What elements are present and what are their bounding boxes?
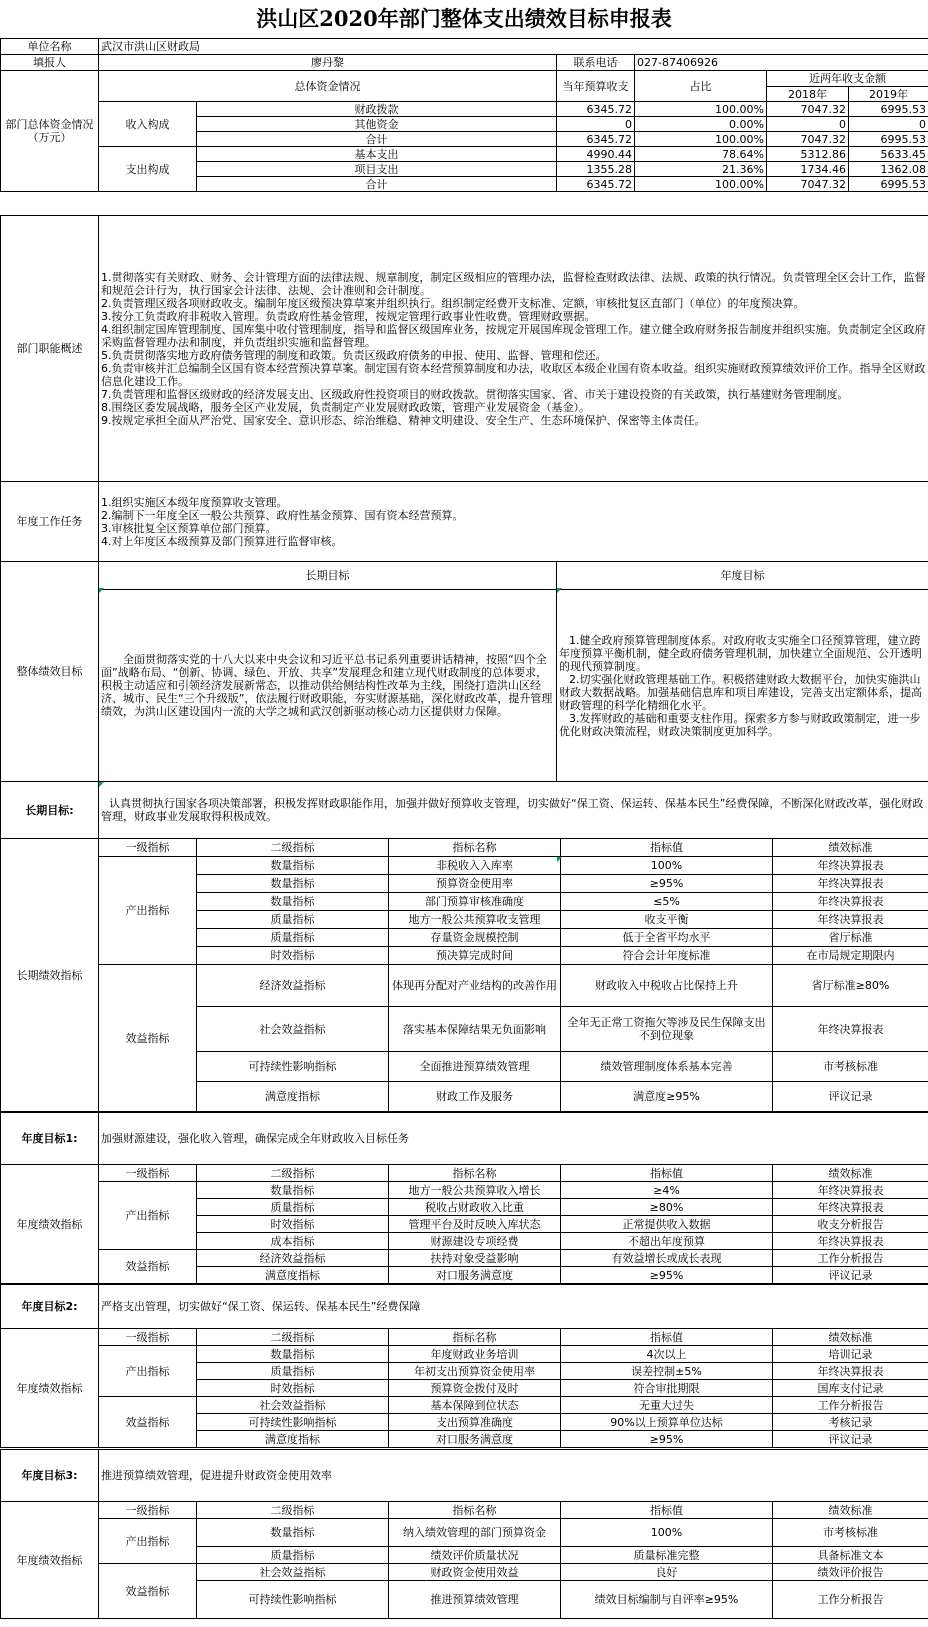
value-cell: 误差控制±5% xyxy=(561,1363,773,1380)
l2-cell: 质量指标 xyxy=(197,1547,389,1564)
value-cell: 收支平衡 xyxy=(561,911,773,929)
description-table xyxy=(0,215,928,839)
funds-header-recent: 近两年收支金额 xyxy=(767,71,928,87)
duty-item: 4.组织制定国库管理制度、国库集中收付管理制度，指导和监督区级国库业务，按规定开展国库现金管理工作。建立健全政府财务报告制度并组织实施。负责制定全区政府采购监督管理办法和制度，并负责组织实施和监督管理。 xyxy=(101,322,926,349)
name-cell: 纳入绩效管理的部门预算资金 xyxy=(389,1519,561,1547)
long-goal-header: 长期目标 xyxy=(99,562,557,590)
std-cell: 年终决算报表 xyxy=(773,857,928,875)
expense-2018: 5312.86 xyxy=(767,147,849,162)
std-cell: 省厅标准≥80% xyxy=(773,965,928,1007)
year2-ind-label: 年度绩效指标 xyxy=(1,1329,99,1448)
std-cell: 省厅标准 xyxy=(773,929,928,947)
income-2018: 7047.32 xyxy=(767,132,849,147)
benefit-label: 效益指标 xyxy=(99,1250,197,1284)
col-name: 指标名称 xyxy=(389,839,561,857)
duty-item: 1.贯彻落实有关财政、财务、会计管理方面的法律法规、规章制度，制定区级相应的管理办法，监督检查财政法律、法规、政策的执行情况。负责管理全区会计工作，监督和规范会计行为，执行国家会计法律、法规、会计准则和会计制度。 xyxy=(101,270,926,297)
col-l2: 二级指标 xyxy=(197,1502,389,1519)
value-cell: ≥95% xyxy=(561,875,773,893)
duty-item: 6.负责审核并汇总编制全区国有资本经营预决算草案。制定国有资本经营预算制度和办法，收取区本级企业国有资本收益。组织实施财政预算绩效评价工作。指导全区财政信息化建设工作。 xyxy=(101,361,926,388)
l2-cell: 可持续性影响指标 xyxy=(197,1414,389,1431)
l2-cell: 质量指标 xyxy=(197,1363,389,1380)
l2-cell: 数量指标 xyxy=(197,893,389,911)
col-l2: 二级指标 xyxy=(197,839,389,857)
value-cell: 有效益增长或成长表现 xyxy=(561,1250,773,1267)
year2-table xyxy=(0,1284,928,1448)
filler-label: 填报人 xyxy=(1,55,99,71)
std-cell: 年终决算报表 xyxy=(773,1233,928,1250)
duty-item: 5.负责贯彻落实地方政府债务管理的制度和政策。负责区级政府债务的申报、使用、监督、管理和偿还。 xyxy=(101,348,607,362)
value-cell: 符合审批期限 xyxy=(561,1380,773,1397)
l2-cell: 经济效益指标 xyxy=(197,965,389,1007)
name-cell: 地方一般公共预算收入增长 xyxy=(389,1182,561,1199)
name-cell: 财政工作及服务 xyxy=(389,1082,561,1112)
std-cell: 年终决算报表 xyxy=(773,911,928,929)
col-l2: 二级指标 xyxy=(197,1165,389,1182)
table-row xyxy=(1,965,928,1007)
col-l1: 一级指标 xyxy=(99,1502,197,1519)
expense-2018: 7047.32 xyxy=(767,177,849,192)
year-goal-header: 年度目标 xyxy=(557,562,928,590)
tasks-text xyxy=(99,482,928,562)
year-goal-item: 2.切实强化财政管理基础工作。积极搭建财政大数据平台，加快实施洪山财政大数据战略。加强基础信息库和项目库建设，完善支出定额体系，提高财政管理的科学化精细化水平。 xyxy=(559,672,922,712)
year1-ind-label: 年度绩效指标 xyxy=(1,1165,99,1284)
unit-label: 单位名称 xyxy=(1,39,99,55)
name-cell: 体现再分配对产业结构的改善作用 xyxy=(389,965,561,1007)
income-budget: 6345.72 xyxy=(557,102,635,117)
l2-cell: 社会效益指标 xyxy=(197,1564,389,1581)
income-row xyxy=(1,102,928,117)
output-label: 产出指标 xyxy=(99,857,197,965)
long-indicators-table xyxy=(0,838,928,1112)
duties-text xyxy=(99,216,928,482)
value-cell: 良好 xyxy=(561,1564,773,1581)
l2-cell: 成本指标 xyxy=(197,1233,389,1250)
cell-marker-icon xyxy=(99,782,104,787)
std-cell: 年终决算报表 xyxy=(773,893,928,911)
task-item: 4.对上年度区本级预算及部门预算进行监督审核。 xyxy=(101,534,343,548)
expense-2019: 6995.53 xyxy=(849,177,928,192)
col-name: 指标名称 xyxy=(389,1329,561,1346)
name-cell: 年度财政业务培训 xyxy=(389,1346,561,1363)
l2-cell: 时效指标 xyxy=(197,1380,389,1397)
col-l2: 二级指标 xyxy=(197,1329,389,1346)
col-std: 绩效标准 xyxy=(773,1165,928,1182)
value-cell: 正常提供收入数据 xyxy=(561,1216,773,1233)
funds-header-budget: 当年预算收支 xyxy=(557,71,635,102)
col-l1: 一级指标 xyxy=(99,1165,197,1182)
std-cell: 年终决算报表 xyxy=(773,1182,928,1199)
income-label: 收入构成 xyxy=(99,102,197,147)
name-cell: 存量资金规模控制 xyxy=(389,929,561,947)
value-cell: ≥95% xyxy=(561,1267,773,1284)
expense-budget: 6345.72 xyxy=(557,177,635,192)
table-row xyxy=(1,857,928,875)
std-cell: 年终决算报表 xyxy=(773,1007,928,1052)
year3-label: 年度目标3: xyxy=(1,1450,99,1502)
std-cell: 绩效评价报告 xyxy=(773,1564,928,1581)
table-row xyxy=(1,1250,928,1267)
value-cell: 满意度≥95% xyxy=(561,1082,773,1112)
l2-cell: 质量指标 xyxy=(197,1199,389,1216)
tasks-label: 年度工作任务 xyxy=(1,482,99,562)
std-cell: 市考核标准 xyxy=(773,1519,928,1547)
name-cell: 支出预算准确度 xyxy=(389,1414,561,1431)
income-name: 财政拨款 xyxy=(197,102,557,117)
expense-ratio: 100.00% xyxy=(635,177,767,192)
l2-cell: 经济效益指标 xyxy=(197,1250,389,1267)
std-cell: 收支分析报告 xyxy=(773,1216,928,1233)
year2-text: 严格支出管理，切实做好“保工资、保运转、保基本民生”经费保障 xyxy=(99,1285,928,1329)
value-cell: ≤5% xyxy=(561,893,773,911)
l2-cell: 满意度指标 xyxy=(197,1267,389,1284)
value-cell: ≥95% xyxy=(561,1431,773,1448)
std-cell: 培训记录 xyxy=(773,1346,928,1363)
value-cell: 100% xyxy=(561,857,773,875)
task-item: 3.审核批复全区预算单位部门预算。 xyxy=(101,521,277,535)
duty-item: 3.按分工负责政府非税收入管理。负责政府性基金管理，按规定管理行政事业性收费。管理财政票据。 xyxy=(101,309,596,323)
col-name: 指标名称 xyxy=(389,1165,561,1182)
benefit-label: 效益指标 xyxy=(99,1564,197,1619)
value-cell: 90%以上预算单位达标 xyxy=(561,1414,773,1431)
name-cell: 部门预算审核准确度 xyxy=(389,893,561,911)
l2-cell: 可持续性影响指标 xyxy=(197,1052,389,1082)
expense-budget: 1355.28 xyxy=(557,162,635,177)
duties-label: 部门职能概述 xyxy=(1,216,99,482)
name-cell: 对口服务满意度 xyxy=(389,1431,561,1448)
col-value: 指标值 xyxy=(561,1502,773,1519)
l2-cell: 数量指标 xyxy=(197,1346,389,1363)
phone-label: 联系电话 xyxy=(557,55,635,71)
duty-item: 2.负责管理区级各项财政收支。编制年度区级预决算草案并组织执行。组织制定经费开支标准、定额，审核批复区直部门（单位）的年度预决算。 xyxy=(101,296,805,310)
name-cell: 基本保障到位状态 xyxy=(389,1397,561,1414)
value-cell: 4次以上 xyxy=(561,1346,773,1363)
expense-name: 合计 xyxy=(197,177,557,192)
income-ratio: 0.00% xyxy=(635,117,767,132)
table-row xyxy=(1,1346,928,1363)
std-cell: 在市局规定期限内 xyxy=(773,947,928,965)
l2-cell: 数量指标 xyxy=(197,1182,389,1199)
name-cell: 预算资金拨付及时 xyxy=(389,1380,561,1397)
std-cell: 年终决算报表 xyxy=(773,1199,928,1216)
col-std: 绩效标准 xyxy=(773,1329,928,1346)
funds-side-label: 部门总体资金情况（万元） xyxy=(1,71,99,192)
phone-value: 027-87406926 xyxy=(635,55,928,71)
cell-marker-icon xyxy=(557,857,562,862)
col-value: 指标值 xyxy=(561,1329,773,1346)
name-cell: 全面推进预算绩效管理 xyxy=(389,1052,561,1082)
year1-table xyxy=(0,1112,928,1284)
long-term-label: 长期目标: xyxy=(1,782,99,839)
benefit-label: 效益指标 xyxy=(99,1397,197,1448)
income-budget: 0 xyxy=(557,117,635,132)
income-name: 其他资金 xyxy=(197,117,557,132)
cell-marker-icon xyxy=(557,588,562,593)
income-2019: 6995.53 xyxy=(849,132,928,147)
year3-table xyxy=(0,1449,928,1619)
std-cell: 工作分析报告 xyxy=(773,1581,928,1619)
l2-cell: 数量指标 xyxy=(197,875,389,893)
income-2019: 6995.53 xyxy=(849,102,928,117)
year2-label: 年度目标2: xyxy=(1,1285,99,1329)
expense-name: 基本支出 xyxy=(197,147,557,162)
year3-ind-label: 年度绩效指标 xyxy=(1,1502,99,1619)
std-cell: 具备标准文本 xyxy=(773,1547,928,1564)
l2-cell: 质量指标 xyxy=(197,911,389,929)
income-2018: 0 xyxy=(767,117,849,132)
l2-cell: 社会效益指标 xyxy=(197,1397,389,1414)
value-cell: 全年无正常工资拖欠等涉及民生保障支出不到位现象 xyxy=(561,1007,773,1052)
output-label: 产出指标 xyxy=(99,1519,197,1564)
duty-item: 8.围绕区委发展战略，服务全区产业发展，负责制定产业发展财政政策，管理产业发展资金（基金）。 xyxy=(101,400,590,414)
l2-cell: 社会效益指标 xyxy=(197,1007,389,1052)
name-cell: 推进预算绩效管理 xyxy=(389,1581,561,1619)
name-cell: 扶持对象受益影响 xyxy=(389,1250,561,1267)
col-value: 指标值 xyxy=(561,1165,773,1182)
l2-cell: 可持续性影响指标 xyxy=(197,1581,389,1619)
std-cell: 评议记录 xyxy=(773,1082,928,1112)
value-cell: ≥80% xyxy=(561,1199,773,1216)
income-2018: 7047.32 xyxy=(767,102,849,117)
value-cell: 财政收入中税收占比保持上升 xyxy=(561,965,773,1007)
funds-header-2019: 2019年 xyxy=(849,87,928,102)
value-cell: 无重大过失 xyxy=(561,1397,773,1414)
std-cell: 工作分析报告 xyxy=(773,1397,928,1414)
cell-marker-icon xyxy=(99,588,104,593)
l2-cell: 数量指标 xyxy=(197,857,389,875)
filler-value: 廖丹黎 xyxy=(99,55,557,71)
value-cell: 质量标准完整 xyxy=(561,1547,773,1564)
task-item: 1.组织实施区本级年度预算收支管理。 xyxy=(101,495,288,509)
funds-header-overall: 总体资金情况 xyxy=(99,71,557,102)
long-goal-text: 全面贯彻落实党的十八大以来中央会议和习近平总书记系列重要讲话精神，按照“四个全面”战略布局、“创新、协调、绿色、开放、共享”发展理念和建立现代财政制度的总体要求，积极主动适应和引领经济发展新常态，以推动供给侧结构性改革为主线，围绕打造洪山区经济、城市、民生“三个升级版”，依法履行财政职能，夯实财源基础，深化财政改革，提升管理绩效，为洪山区建设国内一流的大学之城和武汉创新驱动核心动力区提供财力保障。 xyxy=(99,590,557,782)
col-std: 绩效标准 xyxy=(773,839,928,857)
expense-budget: 4990.44 xyxy=(557,147,635,162)
name-cell: 预算资金使用率 xyxy=(389,875,561,893)
value-cell: 100% xyxy=(561,1519,773,1547)
l2-cell: 时效指标 xyxy=(197,947,389,965)
l2-cell: 质量指标 xyxy=(197,929,389,947)
std-cell: 市考核标准 xyxy=(773,1052,928,1082)
std-cell: 评议记录 xyxy=(773,1431,928,1448)
col-value: 指标值 xyxy=(561,839,773,857)
l2-cell: 时效指标 xyxy=(197,1216,389,1233)
benefit-label: 效益指标 xyxy=(99,965,197,1112)
expense-name: 项目支出 xyxy=(197,162,557,177)
year1-text: 加强财源建设，强化收入管理，确保完成全年财政收入目标任务 xyxy=(99,1113,928,1165)
long-ind-label: 长期绩效指标 xyxy=(1,839,99,1112)
expense-ratio: 21.36% xyxy=(635,162,767,177)
task-item: 2.编制下一年度全区一般公共预算、政府性基金预算、国有资本经营预算。 xyxy=(101,508,464,522)
table-row xyxy=(1,1519,928,1547)
unit-value: 武汉市洪山区财政局 xyxy=(99,39,928,55)
col-l1: 一级指标 xyxy=(99,839,197,857)
value-cell: 低于全省平均水平 xyxy=(561,929,773,947)
table-row xyxy=(1,1182,928,1199)
year1-label: 年度目标1: xyxy=(1,1113,99,1165)
std-cell: 工作分析报告 xyxy=(773,1250,928,1267)
name-cell: 非税收入入库率 xyxy=(389,857,561,875)
name-cell: 管理平台及时反映入库状态 xyxy=(389,1216,561,1233)
std-cell: 评议记录 xyxy=(773,1267,928,1284)
page-title: 洪山区2020年部门整体支出绩效目标申报表 xyxy=(0,0,928,39)
name-cell: 对口服务满意度 xyxy=(389,1267,561,1284)
expense-2019: 1362.08 xyxy=(849,162,928,177)
l2-cell: 满意度指标 xyxy=(197,1082,389,1112)
table-row xyxy=(1,1397,928,1414)
col-std: 绩效标准 xyxy=(773,1502,928,1519)
income-ratio: 100.00% xyxy=(635,132,767,147)
name-cell: 落实基本保障结果无负面影响 xyxy=(389,1007,561,1052)
std-cell: 年终决算报表 xyxy=(773,1363,928,1380)
year-goal-item: 3.发挥财政的基础和重要支柱作用。探索多方参与财政政策制定，进一步优化财政决策流程，财政决策制度更加科学。 xyxy=(559,711,921,738)
l2-cell: 数量指标 xyxy=(197,1519,389,1547)
l2-cell: 满意度指标 xyxy=(197,1431,389,1448)
name-cell: 财源建设专项经费 xyxy=(389,1233,561,1250)
expense-label: 支出构成 xyxy=(99,147,197,192)
income-2019: 0 xyxy=(849,117,928,132)
funds-header-2018: 2018年 xyxy=(767,87,849,102)
overall-goal-label: 整体绩效目标 xyxy=(1,562,99,782)
value-cell: 不超出年度预算 xyxy=(561,1233,773,1250)
year3-text: 推进预算绩效管理，促进提升财政资金使用效率 xyxy=(99,1450,928,1502)
name-cell: 财政资金使用效益 xyxy=(389,1564,561,1581)
std-cell: 国库支付记录 xyxy=(773,1380,928,1397)
name-cell: 绩效评价质量状况 xyxy=(389,1547,561,1564)
funds-table xyxy=(0,38,928,192)
name-cell: 税收占财政收入比重 xyxy=(389,1199,561,1216)
funds-header-ratio: 占比 xyxy=(635,71,767,102)
expense-2019: 5633.45 xyxy=(849,147,928,162)
long-term-text: 认真贯彻执行国家各项决策部署，积极发挥财政职能作用，加强并做好预算收支管理，切实做好“保工资、保运转、保基本民生”经费保障，不断深化财政改革，强化财政管理，财政事业发展取得积极成效。 xyxy=(99,782,928,839)
value-cell: 绩效目标编制与自评率≥95% xyxy=(561,1581,773,1619)
col-name: 指标名称 xyxy=(389,1502,561,1519)
output-label: 产出指标 xyxy=(99,1182,197,1250)
std-cell: 年终决算报表 xyxy=(773,875,928,893)
name-cell: 预决算完成时间 xyxy=(389,947,561,965)
name-cell: 年初支出预算资金使用率 xyxy=(389,1363,561,1380)
year-goal-item: 1.健全政府预算管理制度体系。对政府收支实施全口径预算管理，建立跨年度预算平衡机制，健全政府债务管理机制，加快建立全面规范、公开透明的现代预算制度。 xyxy=(559,633,922,673)
expense-ratio: 78.64% xyxy=(635,147,767,162)
duty-item: 9.按规定承担全面从严治党、国家安全、意识形态、综治维稳、精神文明建设、安全生产、生态环境保护、保密等主体责任。 xyxy=(101,413,706,427)
duty-item: 7.负责管理和监督区级财政的经济发展支出、区级政府性投资项目的财政拨款。贯彻落实国家、省、市关于建设投资的有关政策，执行基建财务管理制度。 xyxy=(101,387,849,401)
output-label: 产出指标 xyxy=(99,1346,197,1397)
year-goal-text xyxy=(557,590,928,782)
income-name: 合计 xyxy=(197,132,557,147)
expense-2018: 1734.46 xyxy=(767,162,849,177)
std-cell: 考核记录 xyxy=(773,1414,928,1431)
value-cell: ≥4% xyxy=(561,1182,773,1199)
col-l1: 一级指标 xyxy=(99,1329,197,1346)
value-cell: 符合会计年度标准 xyxy=(561,947,773,965)
value-cell: 绩效管理制度体系基本完善 xyxy=(561,1052,773,1082)
expense-row xyxy=(1,147,928,162)
table-row xyxy=(1,1564,928,1581)
income-ratio: 100.00% xyxy=(635,102,767,117)
income-budget: 6345.72 xyxy=(557,132,635,147)
name-cell: 地方一般公共预算收支管理 xyxy=(389,911,561,929)
